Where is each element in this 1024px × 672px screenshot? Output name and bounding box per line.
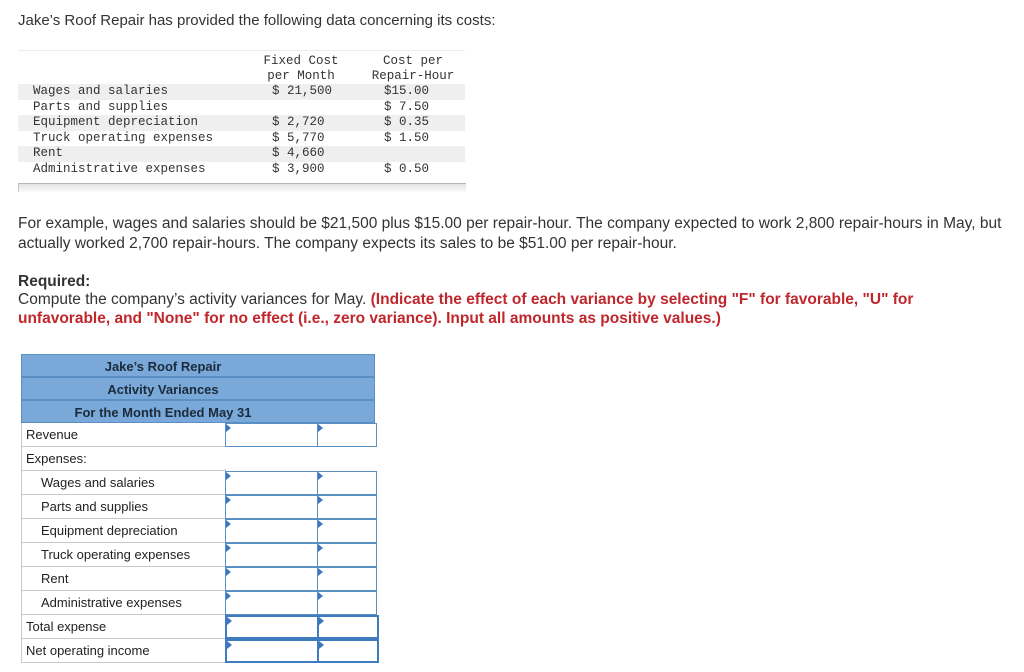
table-row-total-expense (21, 615, 376, 639)
cost-row (18, 100, 465, 116)
table-row-rent (21, 567, 376, 591)
cost-row (18, 146, 465, 162)
parts-amount-input[interactable] (225, 495, 318, 519)
table-row-truck (21, 543, 376, 567)
depreciation-effect-select[interactable] (317, 519, 377, 543)
admin-amount-input[interactable] (225, 591, 318, 615)
row-label: Truck operating expenses (41, 547, 191, 562)
table-row-depreciation (21, 519, 376, 543)
cost-label: Truck operating expenses (33, 130, 214, 145)
fixed-cost: $ 21,500 (272, 84, 333, 98)
fixed-cost: $ 5,770 (272, 130, 325, 145)
table-row-parts (21, 495, 376, 519)
fixed-cost-header (256, 54, 346, 84)
fixed-cost: $ 3,900 (272, 161, 325, 176)
variable-cost-header (358, 54, 468, 84)
cost-label: Rent (33, 146, 64, 160)
title-company-text: Jake’s Roof Repair (104, 359, 222, 374)
revenue-amount-input[interactable] (225, 423, 318, 447)
wages-effect-select[interactable] (317, 471, 377, 495)
net-income-amount-input[interactable] (225, 639, 320, 663)
row-label: Revenue (26, 427, 79, 442)
cost-label: Equipment depreciation (33, 115, 199, 129)
fixed-cost: $ 4,660 (272, 146, 325, 160)
table-row-admin (21, 591, 376, 615)
row-label: Rent (41, 571, 69, 586)
row-label: Wages and salaries (41, 475, 155, 490)
activity-variance-table (21, 354, 376, 663)
row-label: Expenses: (26, 451, 87, 466)
row-label: Equipment depreciation (41, 523, 178, 538)
truck-amount-input[interactable] (225, 543, 318, 567)
fixed-cost: $ 2,720 (272, 115, 325, 129)
intro-text: Jake’s Roof Repair has provided the following data concerning its costs: (18, 12, 496, 29)
truck-effect-select[interactable] (317, 543, 377, 567)
empty-cell (317, 447, 375, 469)
cost-row (18, 131, 465, 147)
fixed-cost-header-line1: Fixed Cost (263, 54, 339, 68)
total-expense-amount-input[interactable] (225, 615, 320, 639)
rent-effect-select[interactable] (317, 567, 377, 591)
required-text (18, 290, 1008, 328)
cost-row (18, 84, 465, 100)
wages-amount-input[interactable] (225, 471, 318, 495)
variable-cost: $ 7.50 (384, 99, 430, 114)
total-expense-effect-select[interactable] (317, 615, 379, 639)
variable-cost: $15.00 (384, 84, 430, 98)
required-title: Required: (18, 273, 91, 290)
net-income-effect-select[interactable] (317, 639, 379, 663)
title-period-text: For the Month Ended May 31 (74, 405, 252, 420)
table-title-period (21, 400, 375, 423)
row-label: Parts and supplies (41, 499, 148, 514)
fixed-cost-header-line2: per Month (267, 69, 335, 83)
cost-row (18, 115, 465, 131)
table-row-wages (21, 471, 376, 495)
revenue-effect-select[interactable] (317, 423, 377, 447)
table-title-company (21, 354, 375, 377)
cost-label: Parts and supplies (33, 99, 169, 114)
variable-cost-header-line2: Repair-Hour (371, 69, 455, 83)
depreciation-amount-input[interactable] (225, 519, 318, 543)
rent-amount-input[interactable] (225, 567, 318, 591)
variable-cost: $ 0.50 (384, 161, 430, 176)
table-row-expenses (21, 447, 376, 471)
empty-cell (225, 447, 316, 469)
cost-data-table (18, 50, 465, 180)
row-label: Administrative expenses (41, 595, 182, 610)
variable-cost: $ 0.35 (384, 115, 430, 129)
variable-cost: $ 1.50 (384, 130, 430, 145)
required-instruction: (Indicate the effect of each variance by selecting "F" for favorable, "U" for unfavorable, and "None" for no effect (i.e., zero variance). Input all amounts as positive values.) (18, 291, 914, 327)
table-title-report (21, 377, 375, 400)
cost-table-bottom-border (18, 183, 466, 192)
title-report-text: Activity Variances (107, 382, 219, 397)
required-question: Compute the company’s activity variances for May. (18, 291, 367, 308)
row-label: Net operating income (26, 643, 150, 658)
cost-row (18, 162, 465, 178)
parts-effect-select[interactable] (317, 495, 377, 519)
row-label: Total expense (26, 619, 107, 634)
cost-label: Administrative expenses (33, 161, 206, 176)
cost-label: Wages and salaries (33, 84, 169, 98)
admin-effect-select[interactable] (317, 591, 377, 615)
problem-paragraph: For example, wages and salaries should be $21,500 plus $15.00 per repair-hour. The company expected to work 2,800 repair-hours in May, but actually worked 2,700 repair-hours. The company expects its sales to be $51.00 per repair-hour. (18, 215, 1002, 252)
variable-cost-header-line1: Cost per (382, 54, 443, 68)
table-row-revenue (21, 423, 376, 447)
table-row-net-operating-income (21, 639, 376, 663)
